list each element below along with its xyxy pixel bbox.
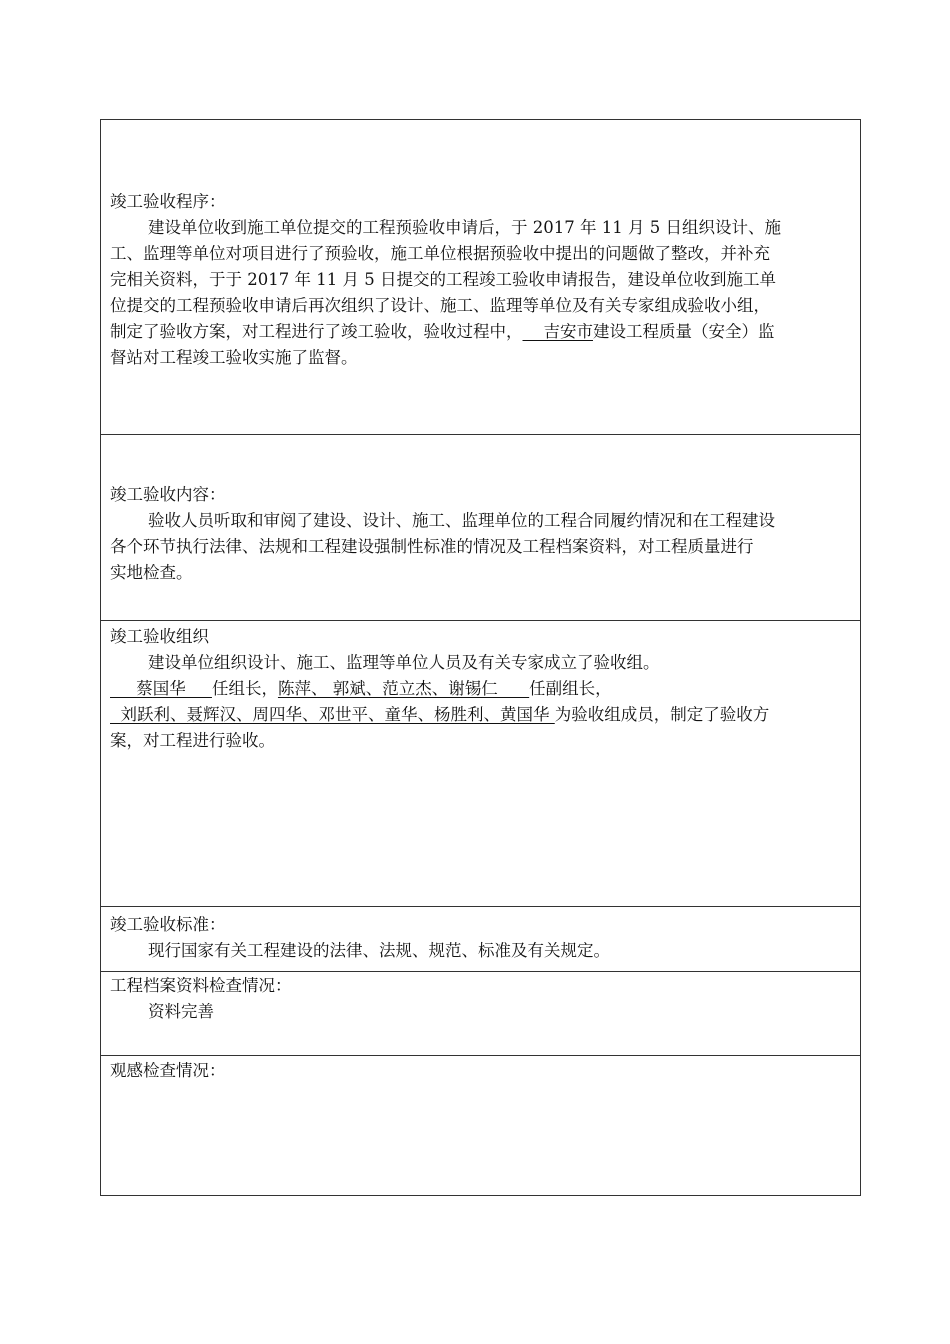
program-line5-pre: 制定了验收方案，对工程进行了竣工验收，验收过程中， bbox=[110, 322, 523, 341]
standard-section bbox=[101, 907, 860, 972]
organization-leaders-line bbox=[110, 676, 852, 702]
appearance-section bbox=[101, 1056, 860, 1195]
content-line: 各个环节执行法律、法规和工程建设强制性标准的情况及工程档案资料，对工程质量进行 bbox=[110, 537, 754, 556]
content-section bbox=[101, 435, 860, 621]
content-line: 实地检查。 bbox=[110, 563, 193, 582]
content-line: 验收人员听取和审阅了建设、设计、施工、监理单位的工程合同履约情况和在工程建设 bbox=[148, 511, 775, 530]
organization-line: 建设单位组织设计、施工、监理等单位人员及有关专家成立了验收组。 bbox=[148, 653, 660, 672]
program-line: 督站对工程竣工验收实施了监督。 bbox=[110, 348, 358, 367]
program-line: 完相关资料，于于 2017 年 11 月 5 日提交的工程竣工验收申请报告，建设单位收到施工单 bbox=[110, 270, 776, 289]
program-line: 位提交的工程预验收申请后再次组织了设计、施工、监理等单位及有关专家组成验收小组， bbox=[110, 296, 770, 315]
program-heading: 竣工验收程序： bbox=[110, 192, 226, 211]
members-tail: 为验收组成员，制定了验收方 bbox=[554, 705, 770, 724]
program-line bbox=[110, 319, 852, 345]
acceptance-form-table bbox=[100, 119, 861, 1196]
content-heading: 竣工验收内容： bbox=[110, 485, 226, 504]
content-paragraph bbox=[110, 508, 852, 586]
appearance-heading: 观感检查情况： bbox=[110, 1061, 226, 1080]
archive-heading: 工程档案资料检查情况： bbox=[110, 976, 292, 995]
deputy-names: 陈萍、 郭斌、范立杰、谢锡仁 bbox=[277, 679, 530, 698]
organization-section bbox=[101, 621, 860, 907]
standard-heading: 竣工验收标准： bbox=[110, 915, 226, 934]
member-names: 刘跃利、聂辉汉、周四华、邓世平、童华、杨胜利、黄国华 bbox=[110, 705, 555, 724]
organization-line: 案，对工程进行验收。 bbox=[110, 731, 275, 750]
program-line5-post: 建设工程质量（安全）监 bbox=[592, 322, 775, 341]
program-line: 工、监理等单位对项目进行了预验收，施工单位根据预验收中提出的问题做了整改，并补充 bbox=[110, 244, 770, 263]
program-section bbox=[101, 120, 860, 435]
program-paragraph bbox=[110, 215, 852, 371]
deputy-role: 任副组长， bbox=[529, 679, 612, 698]
organization-paragraph bbox=[110, 650, 852, 754]
supervision-city: 吉安市 bbox=[522, 322, 593, 341]
archive-text: 资料完善 bbox=[148, 1002, 214, 1021]
organization-heading: 竣工验收组织 bbox=[110, 627, 209, 646]
leader-name: 蔡国华 bbox=[110, 679, 212, 698]
archive-section bbox=[101, 972, 860, 1056]
program-line: 建设单位收到施工单位提交的工程预验收申请后，于 2017 年 11 月 5 日组织设计、施 bbox=[148, 218, 781, 237]
leader-role: 任组长， bbox=[211, 679, 278, 698]
organization-members-line bbox=[110, 702, 852, 728]
standard-text: 现行国家有关工程建设的法律、法规、规范、标准及有关规定。 bbox=[148, 941, 610, 960]
